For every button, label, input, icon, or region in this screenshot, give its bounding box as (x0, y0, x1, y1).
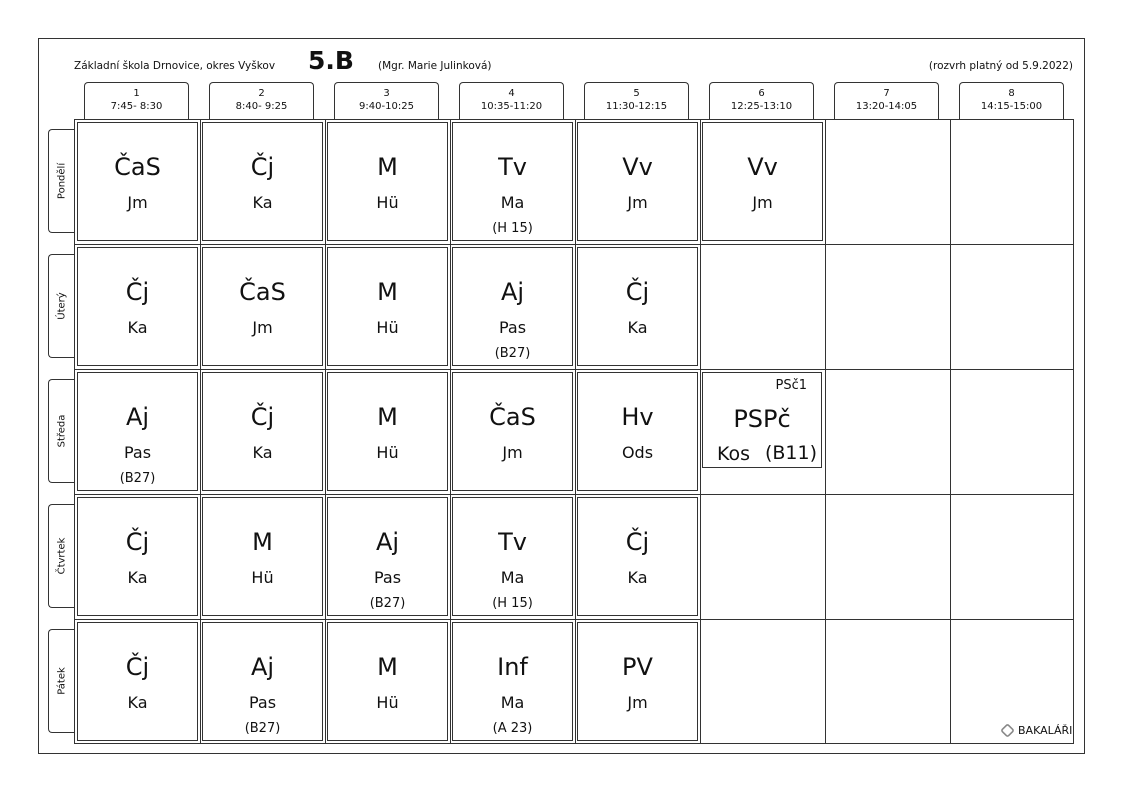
period-time: 11:30-12:15 (605, 101, 668, 112)
lesson-subject: Aj (500, 278, 525, 306)
lesson-teacher: Jm (627, 693, 648, 712)
lesson-subject: Čj (625, 528, 650, 556)
lesson-cell (77, 247, 198, 366)
lesson-subject: M (252, 528, 273, 556)
lesson-subject: M (377, 403, 398, 431)
period-time: 10:35-11:20 (480, 101, 543, 112)
lesson-cell (577, 372, 698, 491)
period-3 (334, 82, 439, 119)
period-5 (584, 82, 689, 119)
lesson-cell (327, 622, 448, 741)
lesson-subject: Tv (498, 528, 527, 556)
lesson-subject: Inf (497, 653, 528, 681)
logo-text: BAKALÁŘI (1018, 724, 1073, 737)
lesson-subject: M (377, 653, 398, 681)
lesson-room: (H 15) (492, 221, 533, 236)
period-1 (84, 82, 189, 119)
period-number: 7 (883, 88, 890, 99)
lesson-subject: Čj (125, 528, 150, 556)
lesson-teacher: Pas (498, 318, 527, 337)
lesson-cell (202, 372, 323, 491)
lesson-teacher: Ods (621, 443, 654, 462)
lesson-cell (452, 122, 573, 241)
lesson-subject: PSPč (733, 405, 791, 433)
lesson-group: PSč1 (775, 378, 807, 393)
lesson-teacher: Jm (627, 193, 648, 212)
period-time: 12:25-13:10 (730, 101, 793, 112)
lesson-teacher: Hü (251, 568, 274, 587)
lesson-cell (577, 122, 698, 241)
lesson-subject: ČaS (489, 403, 536, 431)
lesson-cell (202, 122, 323, 241)
lesson-cell (202, 247, 323, 366)
lesson-teacher: Ma (500, 568, 525, 587)
lesson-teacher: Pas (373, 568, 402, 587)
day-label: Pátek (56, 667, 67, 695)
lesson-room: (B11) (764, 442, 817, 464)
lesson-cell (452, 622, 573, 741)
school-name: Základní škola Drnovice, okres Vyškov (74, 60, 276, 72)
period-4 (459, 82, 564, 119)
lesson-cell (327, 122, 448, 241)
lesson-cell (202, 622, 323, 741)
day-friday (48, 629, 74, 733)
period-header (74, 82, 1074, 119)
period-number: 8 (1008, 88, 1015, 99)
lesson-teacher: Jm (752, 193, 773, 212)
day-wednesday (48, 379, 74, 483)
lesson-subject: Hv (621, 403, 654, 431)
period-number: 6 (758, 88, 765, 99)
period-number: 4 (508, 88, 515, 99)
lesson-subject: Aj (375, 528, 400, 556)
lesson-teacher: Hü (376, 193, 399, 212)
lesson-room: (B27) (494, 346, 531, 361)
lesson-teacher: Ka (627, 318, 648, 337)
bakalari-logo-icon (1000, 723, 1015, 738)
lesson-cell (77, 122, 198, 241)
lesson-teacher: Ka (252, 443, 273, 462)
lesson-subject: M (377, 278, 398, 306)
lesson-subject: Čj (125, 278, 150, 306)
lesson-cell (452, 247, 573, 366)
lesson-cell (327, 247, 448, 366)
period-time: 7:45- 8:30 (110, 101, 163, 112)
lesson-cell (452, 497, 573, 616)
period-number: 3 (383, 88, 390, 99)
lesson-teacher: Ka (127, 568, 148, 587)
period-8 (959, 82, 1064, 119)
lesson-teacher: Pas (248, 693, 277, 712)
period-time: 13:20-14:05 (855, 101, 918, 112)
day-tuesday (48, 254, 74, 358)
lesson-subject: Aj (250, 653, 275, 681)
day-monday (48, 129, 74, 233)
lesson-teacher: Ma (500, 693, 525, 712)
lesson-subject: Vv (622, 153, 653, 181)
lesson-room: (H 15) (492, 596, 533, 611)
day-label: Úterý (56, 292, 67, 320)
lesson-cell (577, 497, 698, 616)
day-column (48, 119, 74, 744)
lesson-teacher: Kos (717, 443, 751, 465)
lesson-subject: Tv (498, 153, 527, 181)
lesson-subject: Vv (747, 153, 778, 181)
lesson-subject: Čj (125, 653, 150, 681)
lesson-teacher: Pas (123, 443, 152, 462)
lesson-cell (577, 247, 698, 366)
lesson-cell (202, 497, 323, 616)
lesson-teacher: Ma (500, 193, 525, 212)
lesson-room: (B27) (369, 596, 406, 611)
bakalari-logo (1001, 724, 1072, 737)
lesson-teacher: Ka (127, 318, 148, 337)
period-number: 2 (258, 88, 265, 99)
period-time: 9:40-10:25 (359, 101, 414, 112)
lesson-teacher: Jm (252, 318, 273, 337)
lesson-cell-group (702, 372, 822, 468)
lesson-subject: Aj (125, 403, 150, 431)
lesson-room: (B27) (119, 471, 156, 486)
day-thursday (48, 504, 74, 608)
period-number: 1 (133, 88, 140, 99)
day-label: Pondělí (56, 162, 67, 200)
lesson-teacher: Jm (127, 193, 148, 212)
timetable-grid (74, 119, 1074, 744)
lesson-cell (77, 372, 198, 491)
lesson-subject: PV (622, 653, 653, 681)
lesson-cell (327, 497, 448, 616)
lesson-subject: M (377, 153, 398, 181)
lesson-subject: Čj (250, 403, 275, 431)
class-name: 5.B (308, 46, 354, 75)
period-6 (709, 82, 814, 119)
lesson-teacher: Jm (502, 443, 523, 462)
valid-from: (rozvrh platný od 5.9.2022) (928, 60, 1073, 72)
lesson-teacher: Hü (376, 318, 399, 337)
lesson-cell (77, 497, 198, 616)
period-time: 8:40- 9:25 (235, 101, 288, 112)
lesson-cell (77, 622, 198, 741)
day-label: Čtvrtek (56, 537, 67, 575)
lesson-subject: Čj (625, 278, 650, 306)
lesson-teacher: Ka (127, 693, 148, 712)
period-time: 14:15-15:00 (980, 101, 1043, 112)
lesson-teacher: Hü (376, 693, 399, 712)
lesson-cell (702, 122, 823, 241)
lesson-cell (327, 372, 448, 491)
lesson-room: (B27) (244, 721, 281, 736)
period-2 (209, 82, 314, 119)
lesson-teacher: Ka (627, 568, 648, 587)
lesson-cell (452, 372, 573, 491)
lesson-teacher: Hü (376, 443, 399, 462)
day-label: Středa (56, 414, 67, 448)
lesson-subject: ČaS (239, 278, 286, 306)
lesson-room: (A 23) (492, 721, 533, 736)
period-7 (834, 82, 939, 119)
lesson-cell (577, 622, 698, 741)
lesson-subject: Čj (250, 153, 275, 181)
class-teacher: (Mgr. Marie Julinková) (378, 60, 492, 72)
lesson-teacher: Ka (252, 193, 273, 212)
lesson-subject: ČaS (114, 153, 161, 181)
period-number: 5 (633, 88, 640, 99)
